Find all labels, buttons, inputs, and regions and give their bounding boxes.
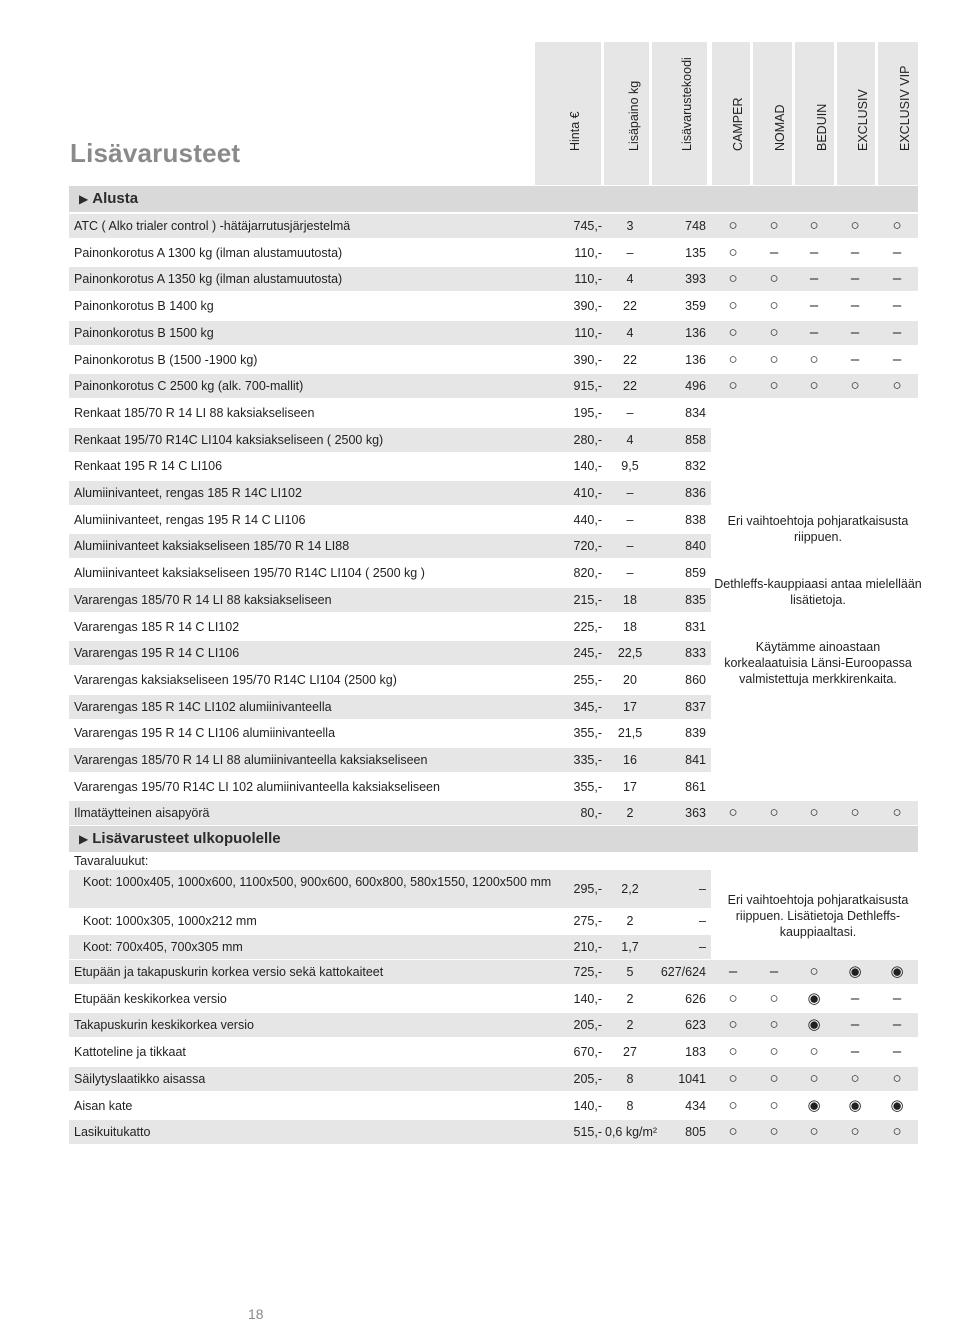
row-weight: – [626,512,634,527]
note-pohjaratkaisu: Eri vaihtoehtoja pohjaratkaisusta riippuen. [727,514,909,544]
row-weight: 4 [626,432,634,447]
row-code: 363 [685,806,706,821]
availability-mark: – [850,243,860,261]
page-title: Lisävarusteet [70,138,241,168]
row-weight: 2 [626,991,634,1006]
row-weight: 18 [623,592,637,607]
row-description: Vararengas 195 R 14 C LI106 [74,646,240,661]
row-price: 745,- [573,219,602,233]
availability-mark: ○ [769,217,779,234]
row-price: 820,- [573,566,602,581]
table-row [69,294,918,318]
table-row [69,960,918,984]
availability-mark: ○ [728,377,738,395]
availability-mark: – [769,243,779,261]
row-description: Alumiinivanteet kaksiakseliseen 195/70 R14C LI104 ( 2500 kg ) [74,566,425,581]
availability-mark: ◉ [807,989,821,1007]
row-price: 110,- [574,325,602,340]
row-weight: 3 [626,219,634,233]
row-price: 915,- [573,379,602,394]
availability-mark: ○ [728,804,738,822]
table-row [69,1040,918,1064]
row-price: 720,- [573,539,602,554]
row-weight: – [626,245,634,260]
availability-mark: ◉ [807,1096,821,1114]
availability-mark: – [892,1043,902,1061]
availability-mark: – [728,963,738,980]
availability-mark: ○ [769,804,779,822]
availability-mark: – [892,270,902,288]
row-description: Painonkorotus B (1500 -1900 kg) [74,352,258,367]
availability-mark: ○ [850,1123,860,1141]
row-description: Renkaat 195 R 14 C LI106 [74,459,223,474]
tavaraluukku-row: Koot: 1000x305, 1000x212 mm 275,- 2 – [83,914,706,928]
row-code: 136 [685,352,706,367]
row-description: Painonkorotus A 1350 kg (ilman alustamuutosta) [74,272,343,287]
row-description: Vararengas kaksiakseliseen 195/70 R14C LI104 (2500 kg) [74,672,397,687]
row-description: Vararengas 185 R 14C LI102 alumiinivanteella [74,699,332,714]
availability-mark: ○ [769,297,779,315]
availability-mark: ○ [728,1043,738,1061]
availability-mark: – [850,1016,860,1034]
note-pohjaratkaisu-2: Eri vaihtoehtoja pohjaratkaisusta riippuen. Lisätietoja Dethleffs-kauppiaaltasi. [727,893,909,939]
tavaraluukut-label: Tavaraluukut: [74,854,149,868]
row-description: Säilytyslaatikko aisassa [74,1071,206,1086]
availability-mark: – [850,323,860,341]
row-weight: 8 [626,1071,634,1086]
row-description: Renkaat 185/70 R 14 LI 88 kaksiakseliseen [74,405,315,420]
availability-mark: ○ [892,1123,902,1141]
row-description: Alumiinivanteet kaksiakseliseen 185/70 R 14 LI88 [74,539,350,554]
availability-mark: ○ [809,1069,819,1087]
row-description: Lasikuitukatto [74,1125,151,1140]
triangle-right-icon: ▶ [79,832,89,846]
table-row [69,374,918,398]
row-code: 748 [685,219,706,233]
availability-mark: – [769,963,779,980]
row-code: 623 [685,1018,706,1033]
availability-mark: – [850,989,860,1007]
availability-mark: ○ [769,1096,779,1114]
col-header-hinta: Hinta € [535,42,601,185]
row-description: ATC ( Alko trialer control ) -hätäjarrutusjärjestelmä [74,219,351,233]
triangle-right-icon: ▶ [79,192,89,206]
row-code: 434 [685,1098,706,1113]
row-code: 183 [685,1045,706,1060]
availability-mark: – [892,350,902,368]
availability-mark: ○ [809,804,819,822]
row-price: 390,- [573,352,602,367]
row-weight: 20 [623,672,637,687]
row-price: 355,- [573,726,602,741]
row-code: 627/624 [660,965,706,979]
row-weight: 5 [626,965,634,979]
availability-mark: ○ [809,217,819,234]
row-code: 859 [685,566,706,581]
availability-mark: ○ [809,350,819,368]
row-price: 205,- [573,1071,602,1086]
availability-mark: ○ [809,377,819,395]
availability-mark: ○ [850,804,860,822]
row-price: 215,- [573,592,602,607]
row-description: Vararengas 185/70 R 14 LI 88 kaksiakseliseen [74,592,332,607]
availability-mark: ○ [728,1016,738,1034]
row-weight: 8 [626,1098,634,1113]
row-price: 80,- [580,806,602,821]
row-price: 390,- [573,299,602,314]
availability-mark: – [850,350,860,368]
row-code: 861 [685,779,706,794]
row-price: 255,- [573,672,602,687]
availability-mark: ○ [850,377,860,395]
row-weight: 2 [626,1018,634,1033]
row-code: 839 [685,726,706,741]
availability-mark: ○ [769,989,779,1007]
row-price: 355,- [573,779,602,794]
availability-mark: ○ [728,297,738,315]
note-renkaat: Käytämme ainoastaan korkealaatuisia Länsi-Euroopassa valmistettuja merkkirenkaita. [724,640,912,686]
table-row [69,321,918,345]
availability-mark: – [850,270,860,288]
row-price: 205,- [573,1018,602,1033]
row-description: Vararengas 195/70 R14C LI 102 alumiinivanteella kaksiakseliseen [74,779,440,794]
row-price: 110,- [574,272,602,287]
row-description: Renkaat 195/70 R14C LI104 kaksiakseliseen ( 2500 kg) [74,432,384,447]
row-weight: – [626,486,634,500]
row-code: 831 [685,619,706,634]
row-code: 1041 [678,1071,706,1086]
availability-mark: ○ [728,989,738,1007]
availability-mark: – [892,323,902,341]
availability-mark: ◉ [890,963,904,980]
tavaraluukku-row: Koot: 700x405, 700x305 mm 210,- 1,7 – [69,935,918,959]
availability-mark: – [892,1016,902,1034]
row-weight: 22,5 [617,646,643,661]
row-code: 833 [685,646,706,661]
section-title: Lisävarusteet ulkopuolelle [92,830,281,847]
col-header-exclusiv: EXCLUSIV [837,42,875,185]
availability-mark: ◉ [848,1096,862,1114]
col-header-exclusiv-vip: EXCLUSIV VIP [878,42,918,185]
tavaraluukku-row: Koot: 1000x405, 1000x600, 1100x500, 900x600, 600x800, 580x1550, 1200x500 mm 295,- 2,2 – [69,870,918,908]
availability-mark: ○ [892,377,902,395]
note-kauppias: Dethleffs-kauppiaasi antaa mielellään lisätietoja. [714,577,922,607]
row-weight: 21,5 [617,726,643,741]
row-weight: 0,6 kg/m² [605,1125,658,1140]
availability-mark: ◉ [848,963,862,980]
row-price: 515,- [573,1125,602,1140]
availability-mark: – [892,297,902,315]
row-description: Ilmatäytteinen aisapyörä [74,806,210,821]
availability-mark: ○ [728,270,738,288]
row-weight: 18 [623,619,637,634]
availability-mark: ○ [769,1069,779,1087]
availability-mark: – [850,1043,860,1061]
row-weight: 17 [623,699,637,714]
availability-mark: ○ [809,963,819,980]
availability-mark: ○ [769,377,779,395]
row-price: 345,- [573,699,602,714]
row-description: Etupään keskikorkea versio [74,991,227,1006]
row-price: 195,- [573,405,602,420]
row-description: Aisan kate [74,1098,133,1113]
row-code: 393 [685,272,706,287]
row-weight: – [626,539,634,554]
table-row [69,348,918,372]
availability-mark: ○ [728,1069,738,1087]
row-description: Painonkorotus A 1300 kg (ilman alustamuutosta) [74,245,343,260]
availability-mark: – [850,297,860,315]
availability-mark: ○ [769,1123,779,1141]
row-code: 805 [685,1125,706,1140]
row-code: 860 [685,672,706,687]
row-code: 837 [685,699,706,714]
row-price: 410,- [573,486,602,500]
availability-mark: ○ [850,217,860,234]
availability-mark: ○ [769,350,779,368]
row-description: Vararengas 185 R 14 C LI102 [74,619,240,634]
row-weight: 17 [623,779,637,794]
row-weight: 4 [626,325,634,340]
row-code: 832 [685,459,706,474]
row-code: 626 [685,991,706,1006]
row-description: Kattoteline ja tikkaat [74,1045,186,1060]
row-price: 245,- [573,646,602,661]
row-price: 140,- [573,991,602,1006]
availability-mark: ○ [809,1123,819,1141]
row-code: 841 [685,753,706,767]
row-price: 280,- [573,432,602,447]
availability-mark: ○ [728,350,738,368]
table-row [69,267,918,291]
row-code: 840 [685,539,706,554]
row-code: 836 [685,486,706,500]
availability-mark: ○ [769,1043,779,1061]
availability-mark: ○ [850,1069,860,1087]
row-description: Painonkorotus B 1400 kg [74,299,214,314]
row-price: 725,- [573,965,602,979]
row-weight: 16 [623,753,637,767]
row-weight: – [626,566,634,581]
row-price: 140,- [573,1098,602,1113]
row-code: 835 [685,592,706,607]
availability-mark: ○ [892,217,902,234]
availability-mark: – [809,297,819,315]
availability-mark: ○ [769,1016,779,1034]
availability-mark: ○ [892,804,902,822]
availability-mark: – [892,243,902,261]
col-header-lisapaino: Lisäpaino kg [604,42,649,185]
availability-mark: ○ [728,217,738,234]
row-description: Painonkorotus B 1500 kg [74,325,214,340]
row-weight: 9,5 [621,459,639,474]
row-code: 838 [685,512,706,527]
page-number: 18 [248,1306,264,1322]
row-price: 110,- [574,245,602,260]
section-ulkopuolelle [69,826,918,852]
availability-mark: – [809,323,819,341]
row-code: 359 [685,299,706,314]
row-description: Vararengas 195 R 14 C LI106 alumiinivanteella [74,726,336,741]
availability-mark: ○ [728,1096,738,1114]
table-row [69,987,918,1011]
row-weight: 22 [623,299,637,314]
row-weight: 22 [623,352,637,367]
availability-mark: ○ [809,1043,819,1061]
table-row [69,1013,918,1037]
col-header-nomad: NOMAD [753,42,792,185]
table-row [69,214,918,238]
row-code: 834 [685,405,706,420]
col-header-camper: CAMPER [712,42,750,185]
col-header-beduin: BEDUIN [795,42,834,185]
row-price: 440,- [573,512,602,527]
availability-mark: ○ [728,1123,738,1141]
row-description: Takapuskurin keskikorkea versio [74,1018,254,1033]
row-code: 496 [685,379,706,394]
row-price: 225,- [573,619,602,634]
table-row [69,1067,918,1091]
availability-mark: – [892,989,902,1007]
row-weight: – [626,405,634,420]
row-code: 135 [685,245,706,260]
row-weight: 2 [626,806,634,821]
availability-mark: ○ [728,323,738,341]
availability-mark: ◉ [807,1016,821,1034]
col-header-lisavarustekoodi: Lisävarustekoodi [652,42,707,185]
row-description: Alumiinivanteet, rengas 185 R 14C LI102 [74,486,302,500]
row-weight: 4 [626,272,634,287]
availability-mark: – [809,270,819,288]
availability-mark: ○ [769,270,779,288]
row-price: 140,- [573,459,602,474]
section-title: Alusta [92,190,139,207]
table-row [69,241,918,265]
availability-mark: ○ [728,243,738,261]
row-description: Etupään ja takapuskurin korkea versio sekä kattokaiteet [74,965,384,979]
table-row [69,1120,918,1144]
row-code: 858 [685,432,706,447]
table-row [69,801,918,825]
row-price: 335,- [573,753,602,767]
row-weight: 27 [623,1045,637,1060]
row-description: Painonkorotus C 2500 kg (alk. 700-mallit) [74,379,304,394]
section-alusta [69,186,918,212]
availability-mark: ◉ [890,1096,904,1114]
row-description: Alumiinivanteet, rengas 195 R 14 C LI106 [74,512,306,527]
row-weight: 22 [623,379,637,394]
availability-mark: ○ [769,323,779,341]
availability-mark: ○ [892,1069,902,1087]
row-price: 670,- [573,1045,602,1060]
table-row [69,1094,918,1118]
tavaraluukut-label-row [69,852,918,870]
row-code: 136 [685,325,706,340]
row-description: Vararengas 185/70 R 14 LI 88 alumiinivanteella kaksiakseliseen [74,753,428,767]
availability-mark: – [809,243,819,261]
